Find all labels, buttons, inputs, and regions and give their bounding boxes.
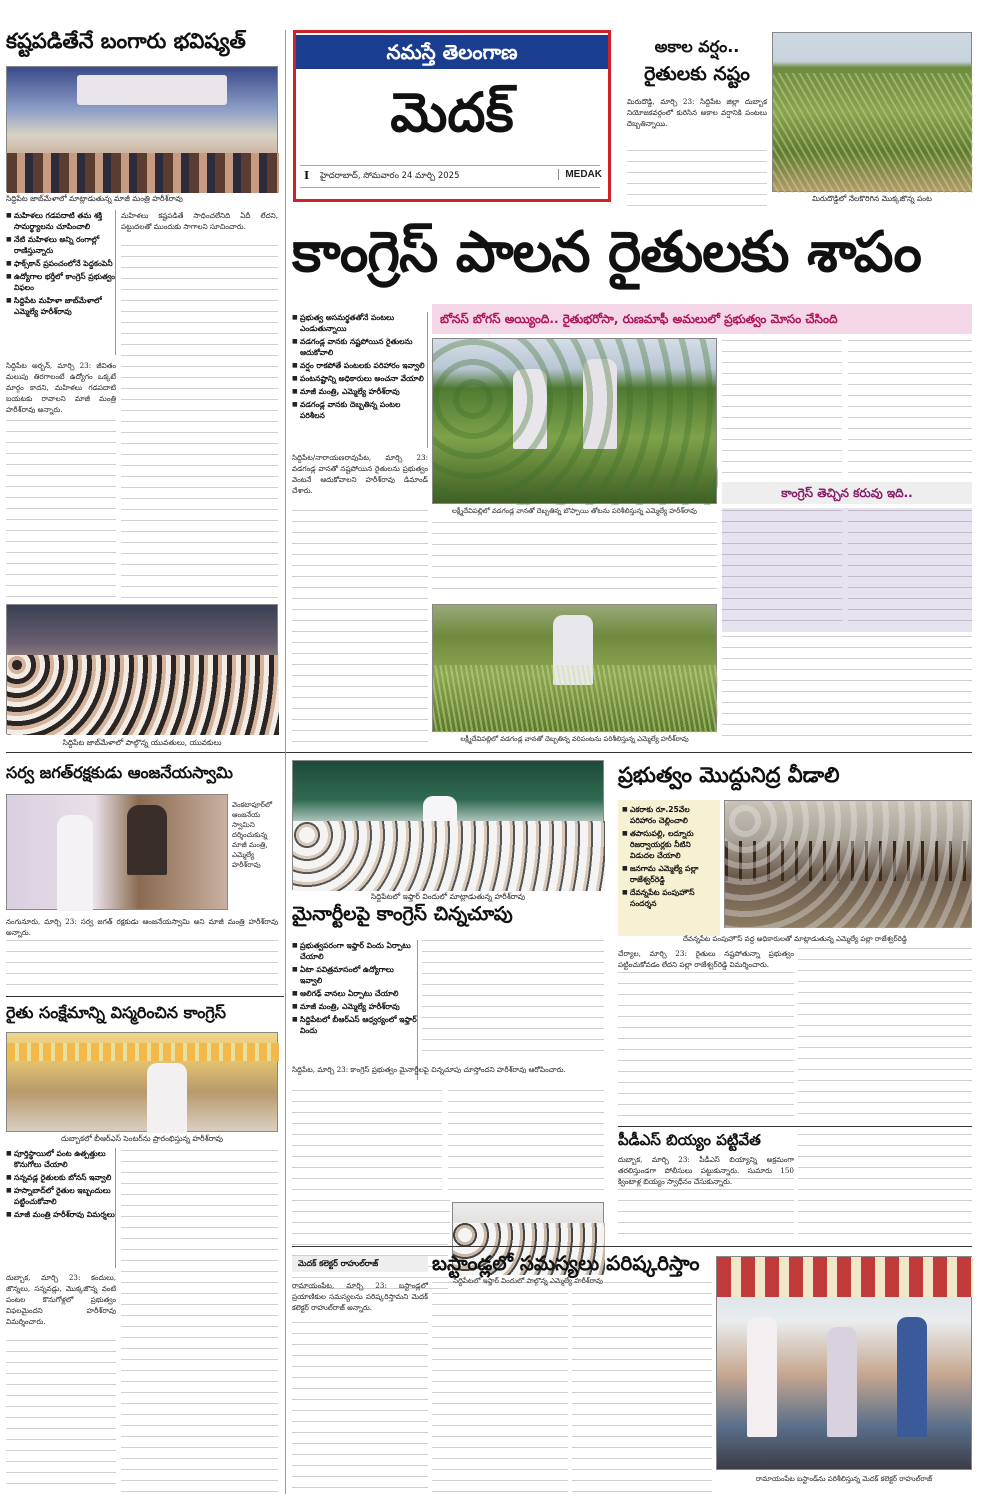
lead-headline: కాంగ్రెస్ పాలన రైతులకు శాపం bbox=[292, 220, 921, 285]
hanuman-headline: సర్వ జగత్‌రక్షకుడు ఆంజనేయస్వామి bbox=[6, 763, 233, 782]
masthead bbox=[293, 30, 611, 202]
divider bbox=[6, 996, 284, 997]
jobs-highlights bbox=[6, 210, 116, 355]
lead-body-lead: సిద్దిపేట/నారాయణరావుపేట, మార్చి 23: వడగండ్ల వానతో నష్టపోయిన రైతులను ప్రభుత్వం వెంటనే ఆదుకోవాలని హరీశ్‌రావు డిమాండ్ చేశారు. bbox=[292, 453, 428, 495]
lead-body-col7-filler bbox=[722, 636, 972, 746]
iftar-highlight: ■ మాజీ మంత్రి, ఎమ్మెల్యే హరీశ్‌రావు bbox=[292, 1001, 417, 1012]
rain-body-filler bbox=[627, 150, 767, 208]
bus-photo bbox=[716, 1256, 972, 1470]
iftar-highlight: ■ ప్రభుత్వపరంగా ఇఫ్తార్ విందు ఏర్పాటు చేయాలి bbox=[292, 940, 417, 962]
lead-highlights bbox=[292, 312, 428, 448]
lead-caption-1: లక్ష్మీదేవిపల్లిలో వడగండ్ల వానతో దెబ్బతిన్న బొప్పాయి తోటను పరిశీలిస్తున్న ఎమ్మెల్యే హరీశ్‌రావు bbox=[452, 507, 697, 515]
jobs-highlight: ■ ఫాక్స్‌కాన్ ప్రపంచంలోనే పెద్దకంపెనీ bbox=[6, 258, 115, 269]
jobs-headline: కష్టపడితేనే బంగారు భవిష్యత్ bbox=[6, 29, 246, 53]
iftar-headline: మైనార్టీలపై కాంగ్రెస్ చిన్నచూపు bbox=[292, 903, 513, 925]
divider bbox=[6, 752, 972, 753]
lead-subhead: బోనస్ బోగస్ అయ్యింది.. రైతుభరోసా, రుణమాఫీ అమలులో ప్రభుత్వం మోసం చేసింది bbox=[432, 304, 972, 334]
jobs-highlight: ■ ఉద్యోగాల భర్తీలో కాంగ్రెస్ ప్రభుత్వం విఫలం bbox=[6, 271, 115, 293]
welfare-caption: దుబ్బాకలో బీఆర్ఎస్ సెంటర్‌ను ప్రారంభిస్తున్న హరీశ్‌రావు bbox=[60, 1134, 224, 1143]
lead-body-col5-filler bbox=[722, 510, 842, 630]
lead-body-col2-filler bbox=[432, 522, 717, 598]
jobs-photo-bottom bbox=[6, 604, 278, 734]
lead-highlight: ■ ప్రభుత్వ అసమర్థతతోనే పంటలు ఎండుతున్నాయి bbox=[292, 312, 427, 334]
lead-photo-1 bbox=[432, 338, 717, 504]
iftar-body-col1-filler bbox=[292, 1090, 442, 1200]
divider bbox=[292, 1246, 972, 1247]
jobs-caption-top: సిద్దిపేట జాబ్‌మేళాలో మాట్లాడుతున్న మాజీ మంత్రి హరీశ్‌రావు bbox=[6, 194, 183, 203]
govt-highlights bbox=[618, 800, 720, 936]
bus-caption: రామాయంపేట బస్టాండ్‌ను పరిశీలిస్తున్న మెదక్ కలెక్టర్ రాహుల్‌రాజ్ bbox=[755, 1475, 933, 1483]
divider bbox=[618, 1126, 972, 1127]
jobs-body-col1-filler bbox=[6, 420, 116, 600]
masthead-edition: మెదక్ bbox=[390, 81, 514, 144]
lead-body-col3-filler bbox=[722, 340, 842, 478]
rain-headline-2: రైతులకు నష్టం bbox=[644, 63, 750, 85]
iftar-highlight: ■ ఏటా పవిత్రమాసంలో ఉద్యోగాలు ఇవ్వాలి bbox=[292, 964, 417, 986]
masthead-page-mark: I bbox=[304, 169, 310, 182]
rain-body-lead: మిరుదొడ్డి, మార్చి 23: సిద్దిపేట జిల్లా దుబ్బాక నియోజకవర్గంలో కురిసిన అకాల వర్షానికి పంటలు దెబ్బతిన్నాయి. bbox=[627, 97, 767, 128]
masthead-dateline: హైదరాబాద్, సోమవారం 24 మార్చి 2025 bbox=[320, 171, 460, 181]
pds-body-col1-filler bbox=[618, 1178, 794, 1240]
iftar-highlights bbox=[292, 940, 418, 1080]
bus-body bbox=[292, 1280, 428, 1320]
welfare-highlights bbox=[6, 1148, 116, 1268]
masthead-edition-tag: MEDAK bbox=[558, 169, 602, 180]
jobs-caption-bottom: సిద్దిపేట జాబ్‌మేళాలో పాల్గొన్న యువతులు, యువకులు bbox=[62, 738, 222, 747]
iftar-body bbox=[292, 1064, 604, 1088]
iftar-highlight: ■ సిద్దిపేటలో బీఆర్ఎస్ ఆధ్వర్యంలో ఇఫ్తార్ విందు bbox=[292, 1014, 417, 1036]
iftar-caption-main: సిద్దిపేటలో ఇఫ్తార్ విందులో మాట్లాడుతున్న హరీశ్‌రావు bbox=[370, 892, 526, 901]
masthead-paper-name: నమస్తే తెలంగాణ bbox=[296, 35, 608, 69]
iftar-highlight: ■ ఆలిగఢ్ వానలు ఏర్పాటు చేయాలి bbox=[292, 988, 417, 999]
welfare-highlight: ■ మాజీ మంత్రి హరీశ్‌రావు విమర్శలు bbox=[6, 1209, 115, 1220]
lead-highlight: ■ పంటనష్టాన్ని అధికారులు అంచనా వేయాలి bbox=[292, 373, 427, 384]
lead-body-col4-filler bbox=[848, 340, 972, 478]
pds-body-col2-filler bbox=[798, 1134, 972, 1240]
govt-body-lead: చేర్యాల, మార్చి 23: రైతులు నష్టపోతున్నా ప్రభుత్వం పట్టించుకోవడం లేదని పల్లా రాజేశ్వర్‌రెడ్డి విమర్శించారు. bbox=[618, 949, 794, 969]
hanuman-body-lead: నంగునూరు, మార్చి 23: సర్వ జగత్ రక్షకుడు ఆంజనేయస్వామి అని మాజీ మంత్రి హరీశ్‌రావు అన్నారు. bbox=[6, 917, 278, 937]
pds-headline: పీడీఎస్ బియ్యం పట్టివేత bbox=[618, 1131, 761, 1149]
lead-highlight: ■ మాజీ మంత్రి, ఎమ్మెల్యే హరీశ్‌రావు bbox=[292, 386, 427, 397]
govt-caption: దేవన్నపేట పంపుహౌస్ వద్ద అధికారులతో మాట్లాడుతున్న ఎమ్మెల్యే పల్లా రాజేశ్వర్‌రెడ్డి bbox=[683, 935, 907, 943]
pds-body bbox=[618, 1154, 794, 1186]
iftar-body-top-filler bbox=[422, 940, 604, 1058]
welfare-highlight: ■ హస్నాబాద్‌లో రైతుల ఇబ్బందులు పట్టించుకోవాలి bbox=[6, 1185, 115, 1207]
lead-highlight: ■ వడగండ్ల వానకు దెబ్బతిన్న పంటల పరిశీలన bbox=[292, 399, 427, 421]
column-rule bbox=[285, 30, 286, 1494]
bus-body-lead: రామాయంపేట, మార్చి 23: బస్టాండ్లలో ప్రయాణికుల సమస్యలను పరిష్కరిస్తామని మెదక్ కలెక్టర్ రాహుల్‌రాజ్ అన్నారు. bbox=[292, 1281, 428, 1312]
welfare-photo bbox=[6, 1032, 278, 1132]
bus-body-col2-filler bbox=[432, 1282, 568, 1494]
govt-body-col1-filler bbox=[618, 972, 794, 1122]
govt-headline: ప్రభుత్వం మొద్దునిద్ర వీడాలి bbox=[618, 763, 840, 787]
rain-photo bbox=[772, 32, 972, 192]
lead-body-col1-filler bbox=[292, 510, 428, 752]
iftar-body-lead: సిద్దిపేట, మార్చి 23: కాంగ్రెస్ ప్రభుత్వం మైనార్టీలపై చిన్నచూపు చూస్తోందని హరీశ్‌రావు ఆరోపించారు. bbox=[292, 1065, 566, 1074]
welfare-body-col2-filler bbox=[121, 1150, 278, 1492]
lead-caption-2: లక్ష్మీదేవిపల్లిలో వడగండ్ల వానతో దెబ్బతిన్న వరిపంటను పరిశీలిస్తున్న ఎమ్మెల్యే హరీశ్‌రావు bbox=[460, 735, 689, 743]
govt-body-col2-filler bbox=[798, 948, 972, 1122]
jobs-highlight: ■ మహిళలు గడపదాటి తమ శక్తి సామర్థ్యాలను చూపించాలి bbox=[6, 210, 115, 232]
rain-caption: మిరుదొడ్డిలో నేలకొరిగిన మొక్కజొన్న పంట bbox=[812, 194, 932, 203]
bus-headline: బస్టాండ్లలో సమస్యలు పరిష్కరిస్తాం bbox=[432, 1251, 700, 1275]
welfare-highlight: ■ పూర్తిస్థాయిలో పంట ఉత్పత్తులు కొనుగోలు చేయాలి bbox=[6, 1148, 115, 1170]
govt-highlight: ■ ఎకరాకు రూ.25వేల పరిహారం చెల్లించాలి bbox=[622, 804, 716, 826]
govt-highlight: ■ దేవన్నపేట పంపుహౌస్ సందర్శన bbox=[622, 887, 716, 909]
jobs-body-col2-filler bbox=[121, 245, 278, 600]
jobs-photo-top bbox=[6, 66, 278, 192]
bus-body-col3-filler bbox=[572, 1282, 712, 1494]
lead-highlight: ■ వడగండ్ల వానకు నష్టపోయిన రైతులను ఆదుకోవాలి bbox=[292, 336, 427, 358]
lead-body-col6-filler bbox=[848, 510, 972, 630]
hanuman-photo bbox=[6, 794, 228, 910]
lead-pullquote: కాంగ్రెస్ తెచ్చిన కరువు ఇది.. bbox=[722, 482, 972, 504]
bus-tag-text: మెదక్ కలెక్టర్ రాహుల్‌రాజ్ bbox=[298, 1259, 379, 1268]
pds-body-lead: దుబ్బాక, మార్చి 23: పీడీఎస్ బియ్యాన్ని అక్రమంగా తరలిస్తుండగా పోలీసులు పట్టుకున్నారు. సుమారు 150 క్వింటాళ్ల బియ్యం స్వాధీనం చేసుకున్నారు. bbox=[618, 1155, 794, 1186]
hanuman-body-filler bbox=[6, 940, 278, 990]
welfare-headline: రైతు సంక్షేమాన్ని విస్మరించిన కాంగ్రెస్ bbox=[6, 1003, 226, 1022]
rain-headline-1: అకాల వర్షం.. bbox=[654, 37, 740, 56]
welfare-body-lead: దుబ్బాక, మార్చి 23: కందులు, జొన్నలు, సన్నవడ్లు, మొక్కజొన్న వంటి పంటల కొనుగోళ్లలో ప్రభుత్వం విఫలమైందని హరీశ్‌రావు విమర్శించారు. bbox=[6, 1273, 116, 1326]
govt-body bbox=[618, 948, 794, 972]
iftar-caption-small: సిద్దిపేటలో ఇఫ్తార్ విందులో పాల్గొన్న ఎమ్మెల్యే హరీశ్‌రావు bbox=[453, 1277, 603, 1285]
bus-body-col1-filler bbox=[292, 1322, 428, 1494]
iftar-photo bbox=[292, 760, 604, 890]
jobs-highlight: ■ నేటి మహిళలు అన్ని రంగాల్లో రాణిస్తున్నారు bbox=[6, 234, 115, 256]
jobs-body-col2-lead: మహిళలు కష్టపడితే సాధించలేనిది ఏదీ లేదని, పట్టుదలతో ముందుకు సాగాలని సూచించారు. bbox=[121, 211, 278, 231]
jobs-highlight: ■ సిద్దిపేట మహిళా జాబ్‌మేళాలో ఎమ్మెల్యే హరీశ్‌రావు bbox=[6, 295, 115, 317]
lead-photo-2 bbox=[432, 604, 717, 732]
iftar-body-col2-filler bbox=[448, 1090, 604, 1200]
jobs-body-lead: సిద్దిపేట అర్బన్, మార్చి 23: జీవితం మలుపు తిరగాలంటే ఉద్యోగం ఒక్కటే మార్గం కాదని, మహిళలు గడపదాటి బయటకు రావాలని మాజీ మంత్రి హరీశ్‌రావు అన్నారు. bbox=[6, 361, 116, 414]
iftar-body-col3-filler bbox=[292, 1200, 450, 1240]
welfare-body-col1-filler bbox=[6, 1340, 116, 1492]
govt-highlight: ■ జనగామ ఎమ్మెల్యే పల్లా రాజేశ్వర్‌రెడ్డి bbox=[622, 863, 716, 885]
bus-tag bbox=[292, 1256, 428, 1272]
hanuman-caption: వెంకటాపూర్‌లో ఆంజనేయ స్వామిని దర్శించుకున్న మాజీ మంత్రి, ఎమ్మెల్యే హరీశ్‌రావు bbox=[232, 801, 273, 869]
govt-highlight: ■ తపాసుపల్లి, లద్నూరు రిజర్వాయర్లకు నీటిని విడుదల చేయాలి bbox=[622, 828, 716, 861]
govt-photo bbox=[724, 800, 972, 928]
lead-highlight: ■ వర్షం రాకపోతే పంటలకు పరిహారం ఇవ్వాలి bbox=[292, 360, 427, 371]
welfare-highlight: ■ సన్నవడ్ల రైతులకు బోనస్ ఇవ్వాలి bbox=[6, 1172, 115, 1183]
